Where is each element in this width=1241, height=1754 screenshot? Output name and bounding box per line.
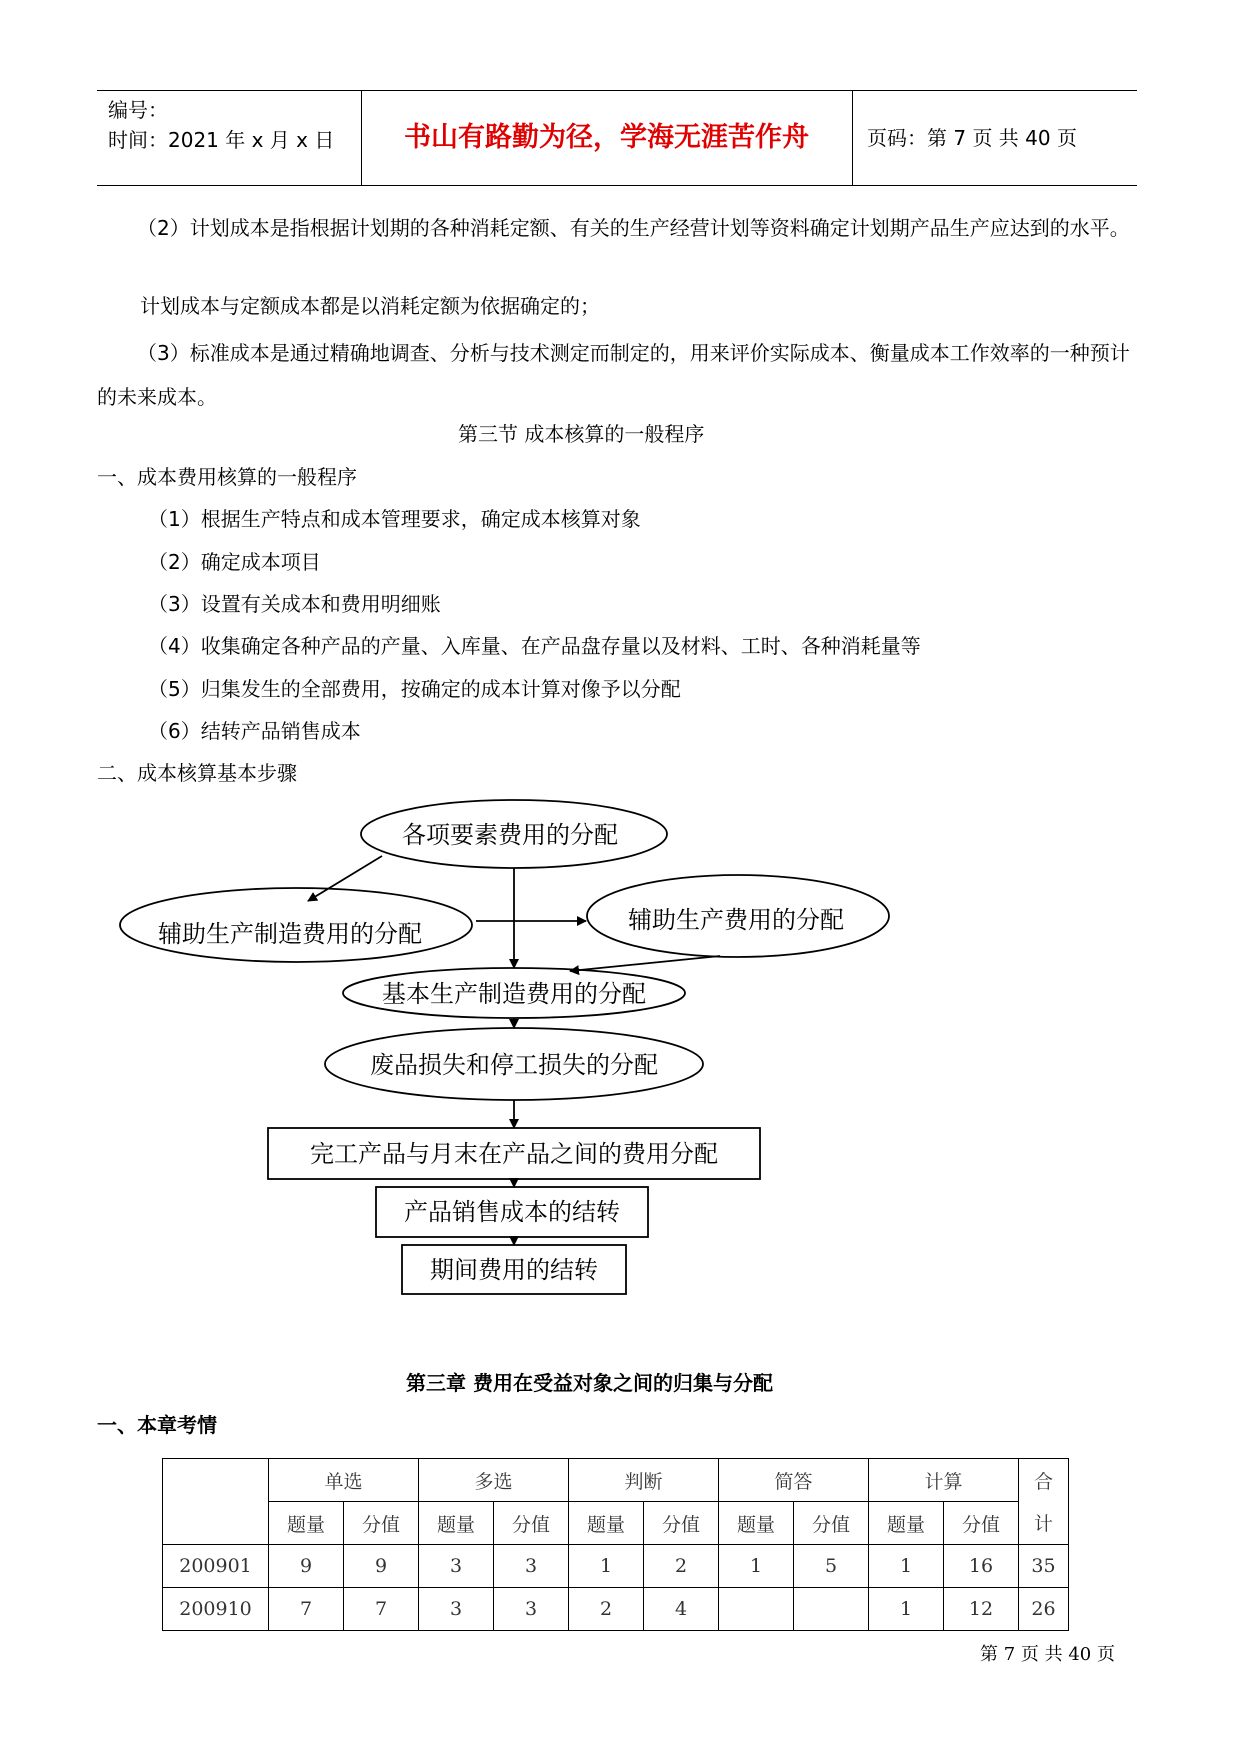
value-cell: 4	[644, 1588, 719, 1631]
flow-node-label: 完工产品与月末在产品之间的费用分配	[310, 1140, 718, 1168]
procedure-item: （6）结转产品销售成本	[148, 719, 361, 743]
flow-node-label: 辅助生产制造费用的分配	[158, 920, 422, 948]
flow-node-label: 废品损失和停工损失的分配	[370, 1051, 658, 1079]
value-cell: 1	[569, 1545, 644, 1588]
value-cell: 1	[869, 1588, 944, 1631]
group-header: 单选	[269, 1459, 419, 1502]
procedure-item: （5）归集发生的全部费用，按确定的成本计算对像予以分配	[148, 677, 681, 701]
table-corner-cell	[163, 1459, 269, 1545]
sub-header: 题量	[719, 1502, 794, 1545]
procedure-heading: 一、成本费用核算的一般程序	[97, 465, 357, 489]
value-cell: 7	[344, 1588, 419, 1631]
sub-header: 题量	[869, 1502, 944, 1545]
group-header: 简答	[719, 1459, 869, 1502]
flow-node-label: 辅助生产费用的分配	[628, 906, 844, 934]
total-cell: 26	[1019, 1588, 1069, 1631]
period-cell: 200901	[163, 1545, 269, 1588]
flow-node-label: 各项要素费用的分配	[402, 821, 618, 849]
exam-stats-table	[162, 1458, 1069, 1631]
value-cell: 3	[419, 1545, 494, 1588]
value-cell: 3	[494, 1588, 569, 1631]
sub-header: 分值	[644, 1502, 719, 1545]
exam-heading: 一、本章考情	[97, 1413, 217, 1437]
sub-header: 题量	[419, 1502, 494, 1545]
page-footer: 第 7 页 共 40 页	[980, 1644, 1115, 1665]
value-cell: 1	[719, 1545, 794, 1588]
procedure-item: （2）确定成本项目	[148, 550, 321, 574]
value-cell: 2	[644, 1545, 719, 1588]
total-cell: 35	[1019, 1545, 1069, 1588]
flow-arrow	[570, 956, 720, 971]
flow-node-label: 基本生产制造费用的分配	[382, 980, 646, 1008]
value-cell: 9	[269, 1545, 344, 1588]
value-cell: 9	[344, 1545, 419, 1588]
sub-header: 分值	[944, 1502, 1019, 1545]
value-cell: 3	[419, 1588, 494, 1631]
value-cell: 1	[869, 1545, 944, 1588]
sub-header: 题量	[569, 1502, 644, 1545]
period-cell: 200910	[163, 1588, 269, 1631]
flow-node-label: 产品销售成本的结转	[404, 1198, 620, 1226]
flow-arrow	[308, 856, 382, 901]
value-cell	[794, 1588, 869, 1631]
value-cell: 5	[794, 1545, 869, 1588]
group-header: 计算	[869, 1459, 1019, 1502]
number-label: 编号：	[108, 98, 168, 122]
chapter-title: 第三章 费用在受益对象之间的归集与分配	[406, 1371, 773, 1395]
value-cell: 16	[944, 1545, 1019, 1588]
group-header: 多选	[419, 1459, 569, 1502]
value-cell: 3	[494, 1545, 569, 1588]
group-header: 判断	[569, 1459, 719, 1502]
procedure-item: （3）设置有关成本和费用明细账	[148, 592, 441, 616]
table-subheader-row	[163, 1502, 1069, 1545]
section-title: 第三节 成本核算的一般程序	[458, 422, 705, 446]
sub-header: 题量	[269, 1502, 344, 1545]
sub-header: 分值	[494, 1502, 569, 1545]
time-label: 时间：2021 年 x 月 x 日	[108, 128, 335, 152]
flow-node-label: 期间费用的结转	[430, 1256, 598, 1284]
paragraph-note: 计划成本与定额成本都是以消耗定额为依据确定的；	[140, 294, 600, 318]
header-motto: 书山有路勤为径，学海无涯苦作舟	[404, 122, 809, 153]
table-row	[163, 1588, 1069, 1631]
sub-header: 分值	[344, 1502, 419, 1545]
procedure-item: （1）根据生产特点和成本管理要求，确定成本核算对象	[148, 507, 641, 531]
sub-header: 分值	[794, 1502, 869, 1545]
value-cell	[719, 1588, 794, 1631]
value-cell: 2	[569, 1588, 644, 1631]
total-header: 计	[1019, 1502, 1069, 1545]
procedure-item: （4）收集确定各种产品的产量、入库量、在产品盘存量以及材料、工时、各种消耗量等	[148, 634, 921, 658]
paragraph-planned-cost: （2）计划成本是指根据计划期的各种消耗定额、有关的生产经营计划等资料确定计划期产品生产应达到的水平。	[137, 216, 1130, 240]
header-page-info: 页码：第 7 页 共 40 页	[867, 126, 1077, 150]
value-cell: 7	[269, 1588, 344, 1631]
table-row	[163, 1545, 1069, 1588]
paragraph-standard-cost: （3）标准成本是通过精确地调查、分析与技术测定而制定的，用来评价实际成本、衡量成本工作效率的一种预计的未来成本。	[97, 341, 1130, 409]
value-cell: 12	[944, 1588, 1019, 1631]
steps-heading: 二、成本核算基本步骤	[97, 761, 297, 785]
table-header-row	[163, 1459, 1069, 1502]
total-header: 合	[1019, 1459, 1069, 1502]
